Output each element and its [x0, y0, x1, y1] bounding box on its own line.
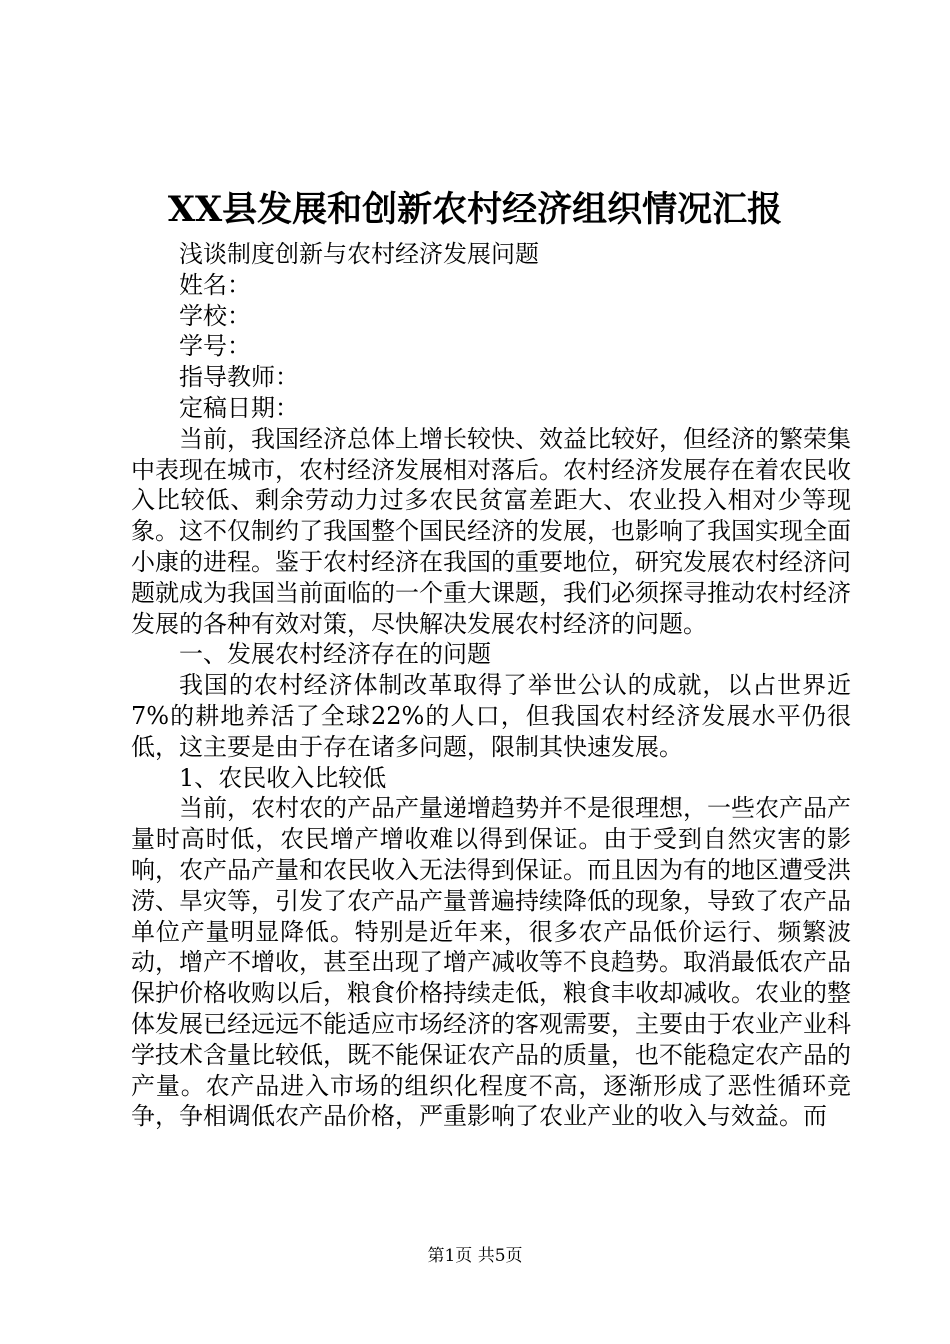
paragraph-intro: 当前，我国经济总体上增长较快、效益比较好，但经济的繁荣集中表现在城市，农村经济发展相对落后。农村经济发展存在着农民收入比较低、剩余劳动力过多农民贫富差距大、农业投入相对少等现象。这不仅制约了我国整个国民经济的发展，也影响了我国实现全面小康的进程。鉴于农村经济在我国的重要地位，研究发展农村经济问题就成为我国当前面临的一个重大课题，我们必须探寻推动农村经济发展的各种有效对策，尽快解决发展农村经济的问题。: [131, 424, 851, 638]
paragraph-problems-overview: 我国的农村经济体制改革取得了举世公认的成就，以占世界近7%的耕地养活了全球22%的人口，但我国农村经济发展水平仍很低，这主要是由于存在诸多问题，限制其快速发展。: [131, 671, 851, 761]
school-field-label: 学校：: [179, 301, 251, 330]
section-heading-problems: 一、发展农村经济存在的问题: [179, 640, 491, 669]
page-indicator: 第1页 共5页: [427, 1246, 523, 1266]
paragraph-low-income: 当前，农村农的产品产量递增趋势并不是很理想，一些农产品产量时高时低，农民增产增收难以得到保证。由于受到自然灾害的影响，农产品产量和农民收入无法得到保证。而且因为有的地区遭受洪涝、旱灾等，引发了农产品产量普遍持续降低的现象，导致了农产品单位产量明显降低。特别是近年来，很多农产品低价运行、频繁波动，增产不增收，甚至出现了增产减收等不良趋势。取消最低农产品保护价格收购以后，粮食价格持续走低，粮食丰收却减收。农业的整体发展已经远远不能适应市场经济的客观需要，主要由于农业产业科学技术含量比较低，既不能保证农产品的质量，也不能稳定农产品的产量。农产品进入市场的组织化程度不高，逐渐形成了恶性循环竞争，争相调低农产品价格，严重影响了农业产业的收入与效益。而: [131, 794, 851, 1131]
date-field-label: 定稿日期：: [179, 393, 299, 422]
document-title: XX县发展和创新农村经济组织情况汇报: [167, 189, 783, 230]
document-subtitle: 浅谈制度创新与农村经济发展问题: [179, 240, 539, 268]
document-body: [131, 239, 851, 1132]
student-id-field-label: 学号：: [179, 332, 251, 361]
subsection-heading-low-income: 1、农民收入比较低: [179, 763, 387, 792]
advisor-field-label: 指导教师：: [179, 363, 299, 392]
name-field-label: 姓名：: [179, 270, 251, 299]
